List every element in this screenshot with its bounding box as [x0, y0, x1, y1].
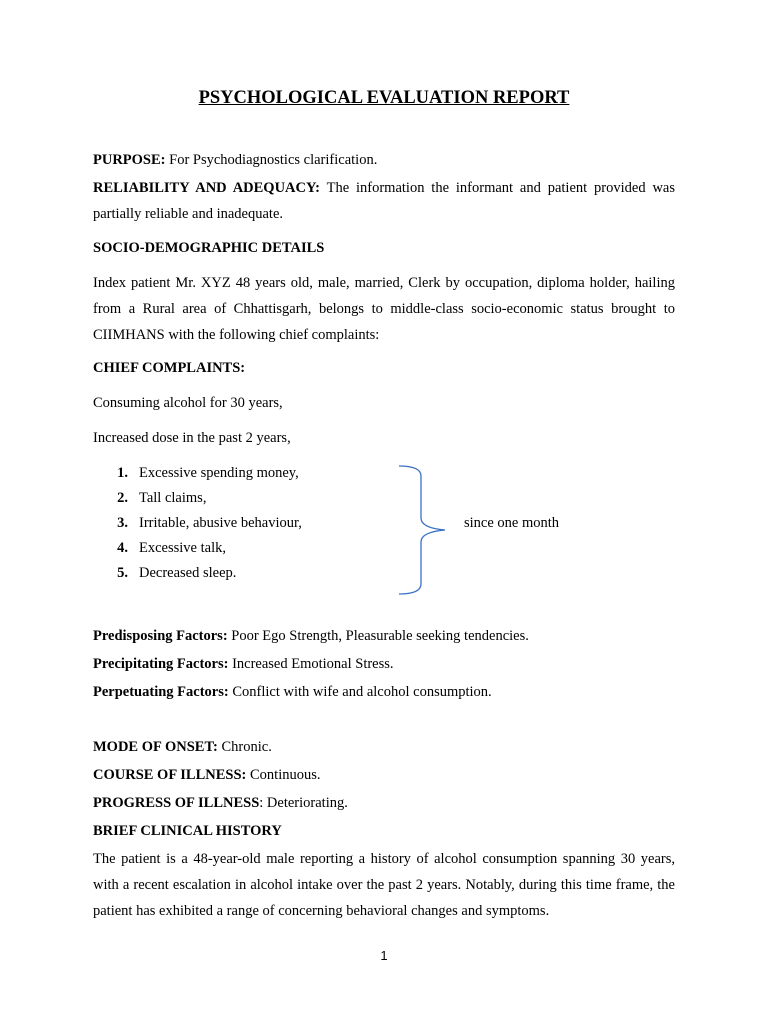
curly-brace-icon	[395, 462, 451, 602]
purpose-label: PURPOSE:	[93, 152, 166, 168]
clinical-history-heading: BRIEF CLINICAL HISTORY	[93, 823, 282, 839]
list-item-number: 4.	[117, 540, 128, 556]
list-item-number: 2.	[117, 490, 128, 506]
reliability-label: RELIABILITY AND ADEQUACY:	[93, 180, 320, 196]
list-item: Excessive talk,	[139, 540, 226, 556]
list-item: Excessive spending money,	[139, 465, 299, 481]
predisposing-text: Poor Ego Strength, Pleasurable seeking tendencies.	[227, 628, 529, 644]
precipitating-text: Increased Emotional Stress.	[228, 656, 394, 672]
socio-demographic-heading: SOCIO-DEMOGRAPHIC DETAILS	[93, 240, 325, 256]
socio-demographic-paragraph: Index patient Mr. XYZ 48 years old, male, married, Clerk by occupation, diploma holder, hailing from a Rural area of Chhattisgarh, belongs to middle-class socio-economic status brought to CIIMHANS with the following chief complaints:	[93, 275, 675, 343]
clinical-history-paragraph: The patient is a 48-year-old male reporting a history of alcohol consumption spanning 30 years, with a recent escalation in alcohol intake over the past 2 years. Notably, during this time frame, the patient has exhibited a range of concerning behavioral changes and symptoms.	[93, 851, 675, 919]
report-title: PSYCHOLOGICAL EVALUATION REPORT	[198, 88, 570, 108]
chief-complaints-heading: CHIEF COMPLAINTS:	[93, 360, 246, 376]
perpetuating-factors	[93, 684, 492, 701]
course-of-illness	[93, 767, 321, 784]
progress-of-illness-label: PROGRESS OF ILLNESS	[93, 795, 260, 811]
course-of-illness-text: Continuous.	[246, 767, 321, 783]
course-of-illness-label: COURSE OF ILLNESS:	[93, 767, 247, 783]
list-item: Tall claims,	[139, 490, 207, 506]
list-item: Decreased sleep.	[139, 565, 237, 581]
list-item-number: 5.	[117, 565, 128, 581]
predisposing-label: Predisposing Factors:	[93, 628, 228, 644]
progress-of-illness	[93, 795, 348, 812]
predisposing-factors	[93, 628, 529, 645]
page-number: 1	[380, 948, 388, 963]
list-item-number: 3.	[117, 515, 128, 531]
purpose-line	[93, 152, 377, 169]
purpose-text: For Psychodiagnostics clarification.	[165, 152, 378, 168]
complaint-line-1: Consuming alcohol for 30 years,	[93, 395, 283, 411]
perpetuating-label: Perpetuating Factors:	[93, 684, 229, 700]
precipitating-label: Precipitating Factors:	[93, 656, 229, 672]
mode-of-onset-label: MODE OF ONSET:	[93, 739, 218, 755]
reliability-text: The information the informant and patient provided was partially reliable and inadequate.	[93, 180, 675, 222]
duration-note: since one month	[464, 515, 560, 531]
precipitating-factors	[93, 656, 394, 673]
list-item: Irritable, abusive behaviour,	[139, 515, 302, 531]
mode-of-onset-text: Chronic.	[217, 739, 272, 755]
reliability-paragraph	[93, 175, 675, 227]
complaint-line-2: Increased dose in the past 2 years,	[93, 430, 291, 446]
perpetuating-text: Conflict with wife and alcohol consumption.	[228, 684, 492, 700]
mode-of-onset	[93, 739, 272, 756]
list-item-number: 1.	[117, 465, 128, 481]
progress-of-illness-text: : Deteriorating.	[259, 795, 348, 811]
